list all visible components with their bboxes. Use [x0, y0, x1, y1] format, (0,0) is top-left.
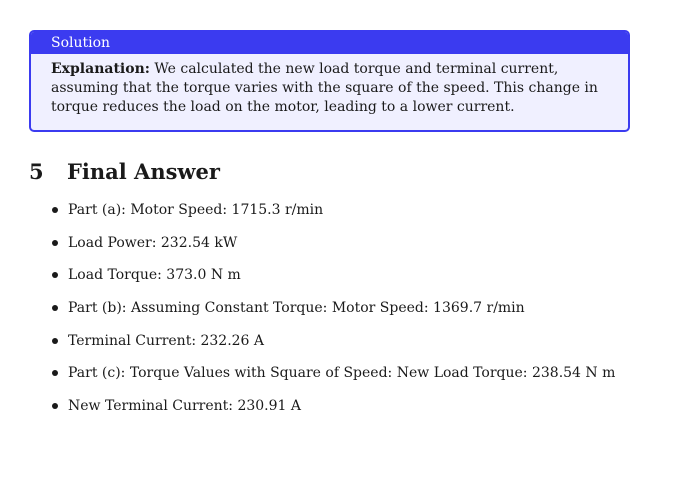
answer-text: Part (a): Motor Speed: 1715.3 r/min: [68, 202, 324, 218]
explanation-text: We calculated the new load torque and terminal current, assuming that the torque varies with the square of the speed. This change in torque reduces the load on the motor, leading to a lower current.: [51, 61, 598, 115]
solution-box: [29, 30, 630, 132]
bullet-icon: [52, 305, 58, 311]
answer-item: [50, 263, 615, 296]
bullet-icon: [52, 272, 58, 278]
section-number: 5: [29, 159, 44, 184]
answer-item: [50, 231, 615, 264]
answer-text: Part (b): Assuming Constant Torque: Motor Speed: 1369.7 r/min: [68, 300, 525, 317]
solution-body: [31, 54, 628, 117]
answer-text: Load Power: 232.54 kW: [68, 234, 238, 251]
section-heading: [29, 158, 220, 186]
bullet-icon: [52, 338, 58, 344]
answer-text: Load Torque: 373.0 N m: [68, 267, 241, 284]
bullet-icon: [52, 207, 58, 213]
bullet-icon: [52, 240, 58, 246]
answer-text: Terminal Current: 232.26 A: [68, 332, 265, 349]
answer-text: Part (c): Torque Values with Square of Speed: New Load Torque: 238.54 N m: [68, 365, 616, 382]
solution-header: Solution: [31, 32, 628, 54]
explanation-label: Explanation:: [51, 61, 150, 77]
answer-item: [50, 329, 615, 362]
bullet-icon: [52, 370, 58, 376]
answer-item: [50, 296, 615, 329]
answer-text: New Terminal Current: 230.91 A: [68, 398, 301, 415]
answer-list: [50, 198, 615, 427]
section-title: Final Answer: [67, 159, 220, 184]
bullet-icon: [52, 403, 58, 409]
answer-item: [50, 198, 615, 231]
answer-item: [50, 361, 615, 394]
answer-item: [50, 394, 615, 427]
